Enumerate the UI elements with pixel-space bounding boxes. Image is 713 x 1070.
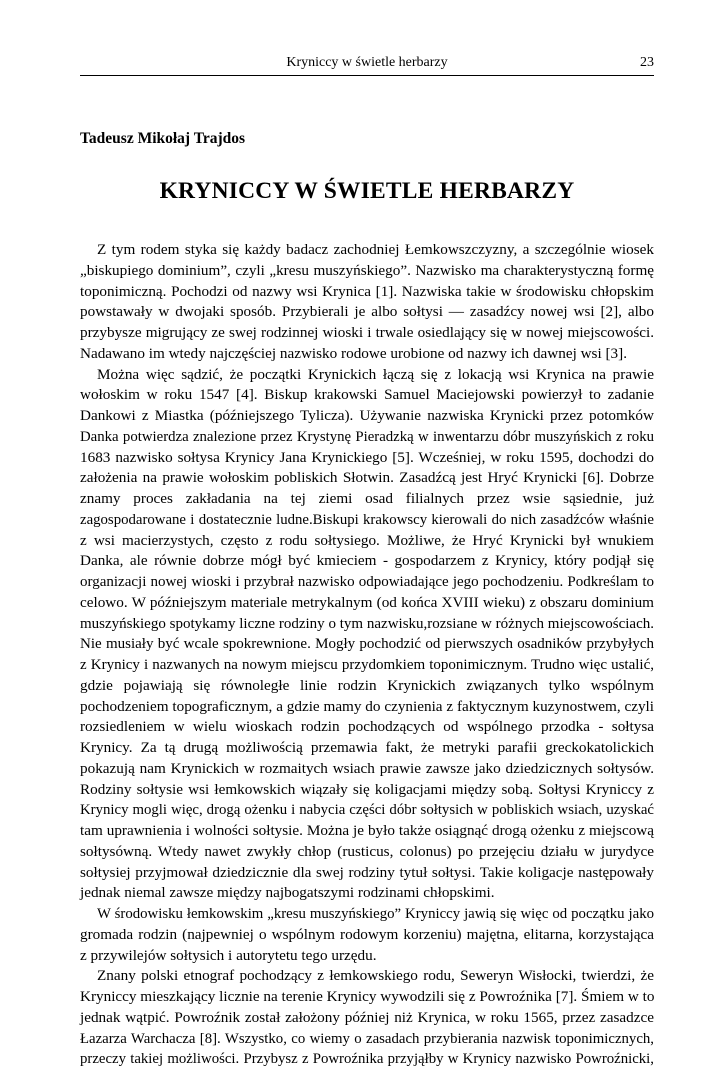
body-line: wołoskim w roku 1547 [4]. Biskup krakowski Samuel Maciejowski powierzył to zadanie (80, 386, 654, 404)
body-line: 1683 nazwisko sołtysa Krynicy Jana Krynickiego [5]. Wcześniej, w roku 1595, dochodzi do (80, 448, 654, 466)
article-title: KRYNICCY W ŚWIETLE HERBARZY (159, 178, 575, 204)
body-line: Z tym rodem styka się każdy badacz zachodniej Łemkowszczyzny, a szczególnie wiosek (97, 241, 654, 258)
body-line: rozsiedleniem w wielu wioskach rodzin pochodzących od wspólnego przodka - sołtysa (80, 718, 654, 736)
body-line: Krynicy. Za tą drugą możliwością przemawia fakt, że metryki parafii greckokatolickich (80, 739, 654, 756)
body-line: założenia na prawie wołoskim pobliskich Słotwin. Zasadźcą jest Hryć Krynicki [6]. Dobrze (80, 469, 654, 487)
body-line: Nadawano im wtedy najczęściej nazwisko rodowe urobione od nazwy ich dawnej wsi [3]. (80, 344, 627, 362)
body-line: Danka potwierdza znalezione przez Krystynę Pieradzką w inwentarzu dóbr muszyńskich z roku (80, 428, 654, 445)
body-line: Danka, ale równie dobrze mógł być kmieciem - gospodarzem z Krynicy, który podjął się (80, 552, 654, 570)
body-line: z Krynicy i nazwanych na nowym miejscu przydomkiem toponimicznym. Trudno więc ustalić, (80, 657, 654, 673)
body-line: Łazarza Warchacza [8]. Wszystko, co wiemy o zasadach przybierania nazwisk toponimicznych, (80, 1030, 654, 1047)
body-line: Nie musiały być wcale spokrewnione. Mogły pochodzić od pierwszych osadników przybyłych (80, 636, 654, 653)
body-line: przeczy takiej możliwości. Przybysz z Powroźnika przyjąłby w Krynicy nazwisko Powroźnicki, (80, 1051, 654, 1068)
body-line: jednak niemal zawsze między najbogatszymi rodzinami chłopskimi. (80, 884, 495, 902)
running-title: Kryniccy w świetle herbarzy (286, 55, 448, 70)
body-line: Kryniccy mieszkający licznie na terenie Krynicy wywodzili się z Powroźnika [7]. Śmiem w to (80, 988, 655, 1005)
body-line: pochodzeniem topograficznym, a gdzie mamy do czynienia z faktycznym kuzynostwem, czyli (80, 697, 654, 715)
body-line: Można więc sądzić, że początki Krynickich łączą się z lokacją wsi Krynica na prawie (97, 365, 654, 383)
body-line: Znany polski etnograf pochodzący z łemkowskiego rodu, Seweryn Wisłocki, twierdzi, że (97, 967, 654, 985)
body-line: muszyńskiego spotykamy liczne rodziny o tym nazwisku,rozsiane w różnych miejscowościach. (80, 615, 654, 632)
body-line: toponimiczną. Pochodzi od nazwy wsi Krynica [1]. Nazwiska takie w środowisku chłopskim (80, 282, 654, 300)
body-line: z przywilejów sołtysich i autorytetu tego urzędu. (80, 946, 377, 964)
body-line: „biskupiego dominium”, czyli „kresu muszyńskiego”. Nazwisko ma charakterystyczną formę (80, 261, 654, 279)
body-line: gdzie pojawiają się równoległe linie rodzin Krynickich związanych tylko wspólnym (80, 676, 654, 694)
body-line: znamy proces zakładania na tej ziemi osad filialnych przez wsie sąsiednie, już (80, 490, 654, 507)
author-name: Tadeusz Mikołaj Trajdos (80, 130, 246, 147)
body-line: przybysze migrujący ze swej rodzinnej wioski i trwale osiedlający się w nowej miejscowości. (80, 324, 654, 341)
body-line: pokazują nam Krynickich w rozmaitych wsiach prawie zawsze jako dziedzicznych sołtysów. (80, 759, 654, 777)
body-line: W środowisku łemkowskim „kresu muszyńskiego” Kryniccy jawią się więc od początku jako (97, 906, 654, 922)
body-line: zagospodarowane i dostatecznie ludne.Biskupi krakowscy kierowali do nich zasadźców właśnie (80, 511, 654, 528)
body-line: gromada rodzin (najpewniej o wspólnym rodowym korzeniu) majętna, elitarna, korzystająca (80, 925, 654, 943)
body-line: sołtysówną. Wtedy nawet zwykły chłop (rusticus, colonus) po przejęciu działu w jurydyce (80, 842, 654, 860)
body-line: z wsi macierzystych, często z rodu sołtysiego. Możliwe, że Hryć Krynicki był wnukiem (80, 531, 654, 549)
body-line: organizacji nowej wioski i przybrał nazwisko odpowiadające jego pochodzeniu. Podkreślam to (80, 574, 654, 590)
body-line: Dankowi z Miastka (późniejszego Tylicza). Używanie nazwiska Krynicki przez potomków (80, 407, 654, 424)
body-line: Rodziny sołtysie wsi łemkowskich wiązały się koligacjami między sobą. Sołtysi Kryniccy z (80, 780, 654, 798)
body-line: Krynicy mogli więc, drogą ożenku i nabycia części dóbr sołtysich w pobliskich wsiach, uzyskać (80, 802, 654, 819)
body-line: tam uprawnienia i wolności sołtysie. Można je było także osiągnąć drogą ożenku z miejscową (80, 822, 654, 839)
running-header (80, 55, 654, 76)
body-line: sołtysiej przyjmował dziedzicznie dla swej rodziny tytuł sołtysi. Takie koligacje następowały (80, 863, 654, 881)
article-body (80, 240, 654, 1070)
body-line: powstawały w dwojaki sposób. Przybierali je albo sołtysi — zasadźcy nowej wsi [2], albo (80, 303, 654, 321)
page-number: 23 (640, 55, 654, 70)
body-line: jednak wątpić. Powroźnik został założony później niż Krynica, w roku 1565, przez zasadzce (80, 1008, 654, 1026)
body-line: celowo. W późniejszym materiale metrykalnym (od końca XVIII wieku) z obszaru dominium (80, 593, 654, 611)
